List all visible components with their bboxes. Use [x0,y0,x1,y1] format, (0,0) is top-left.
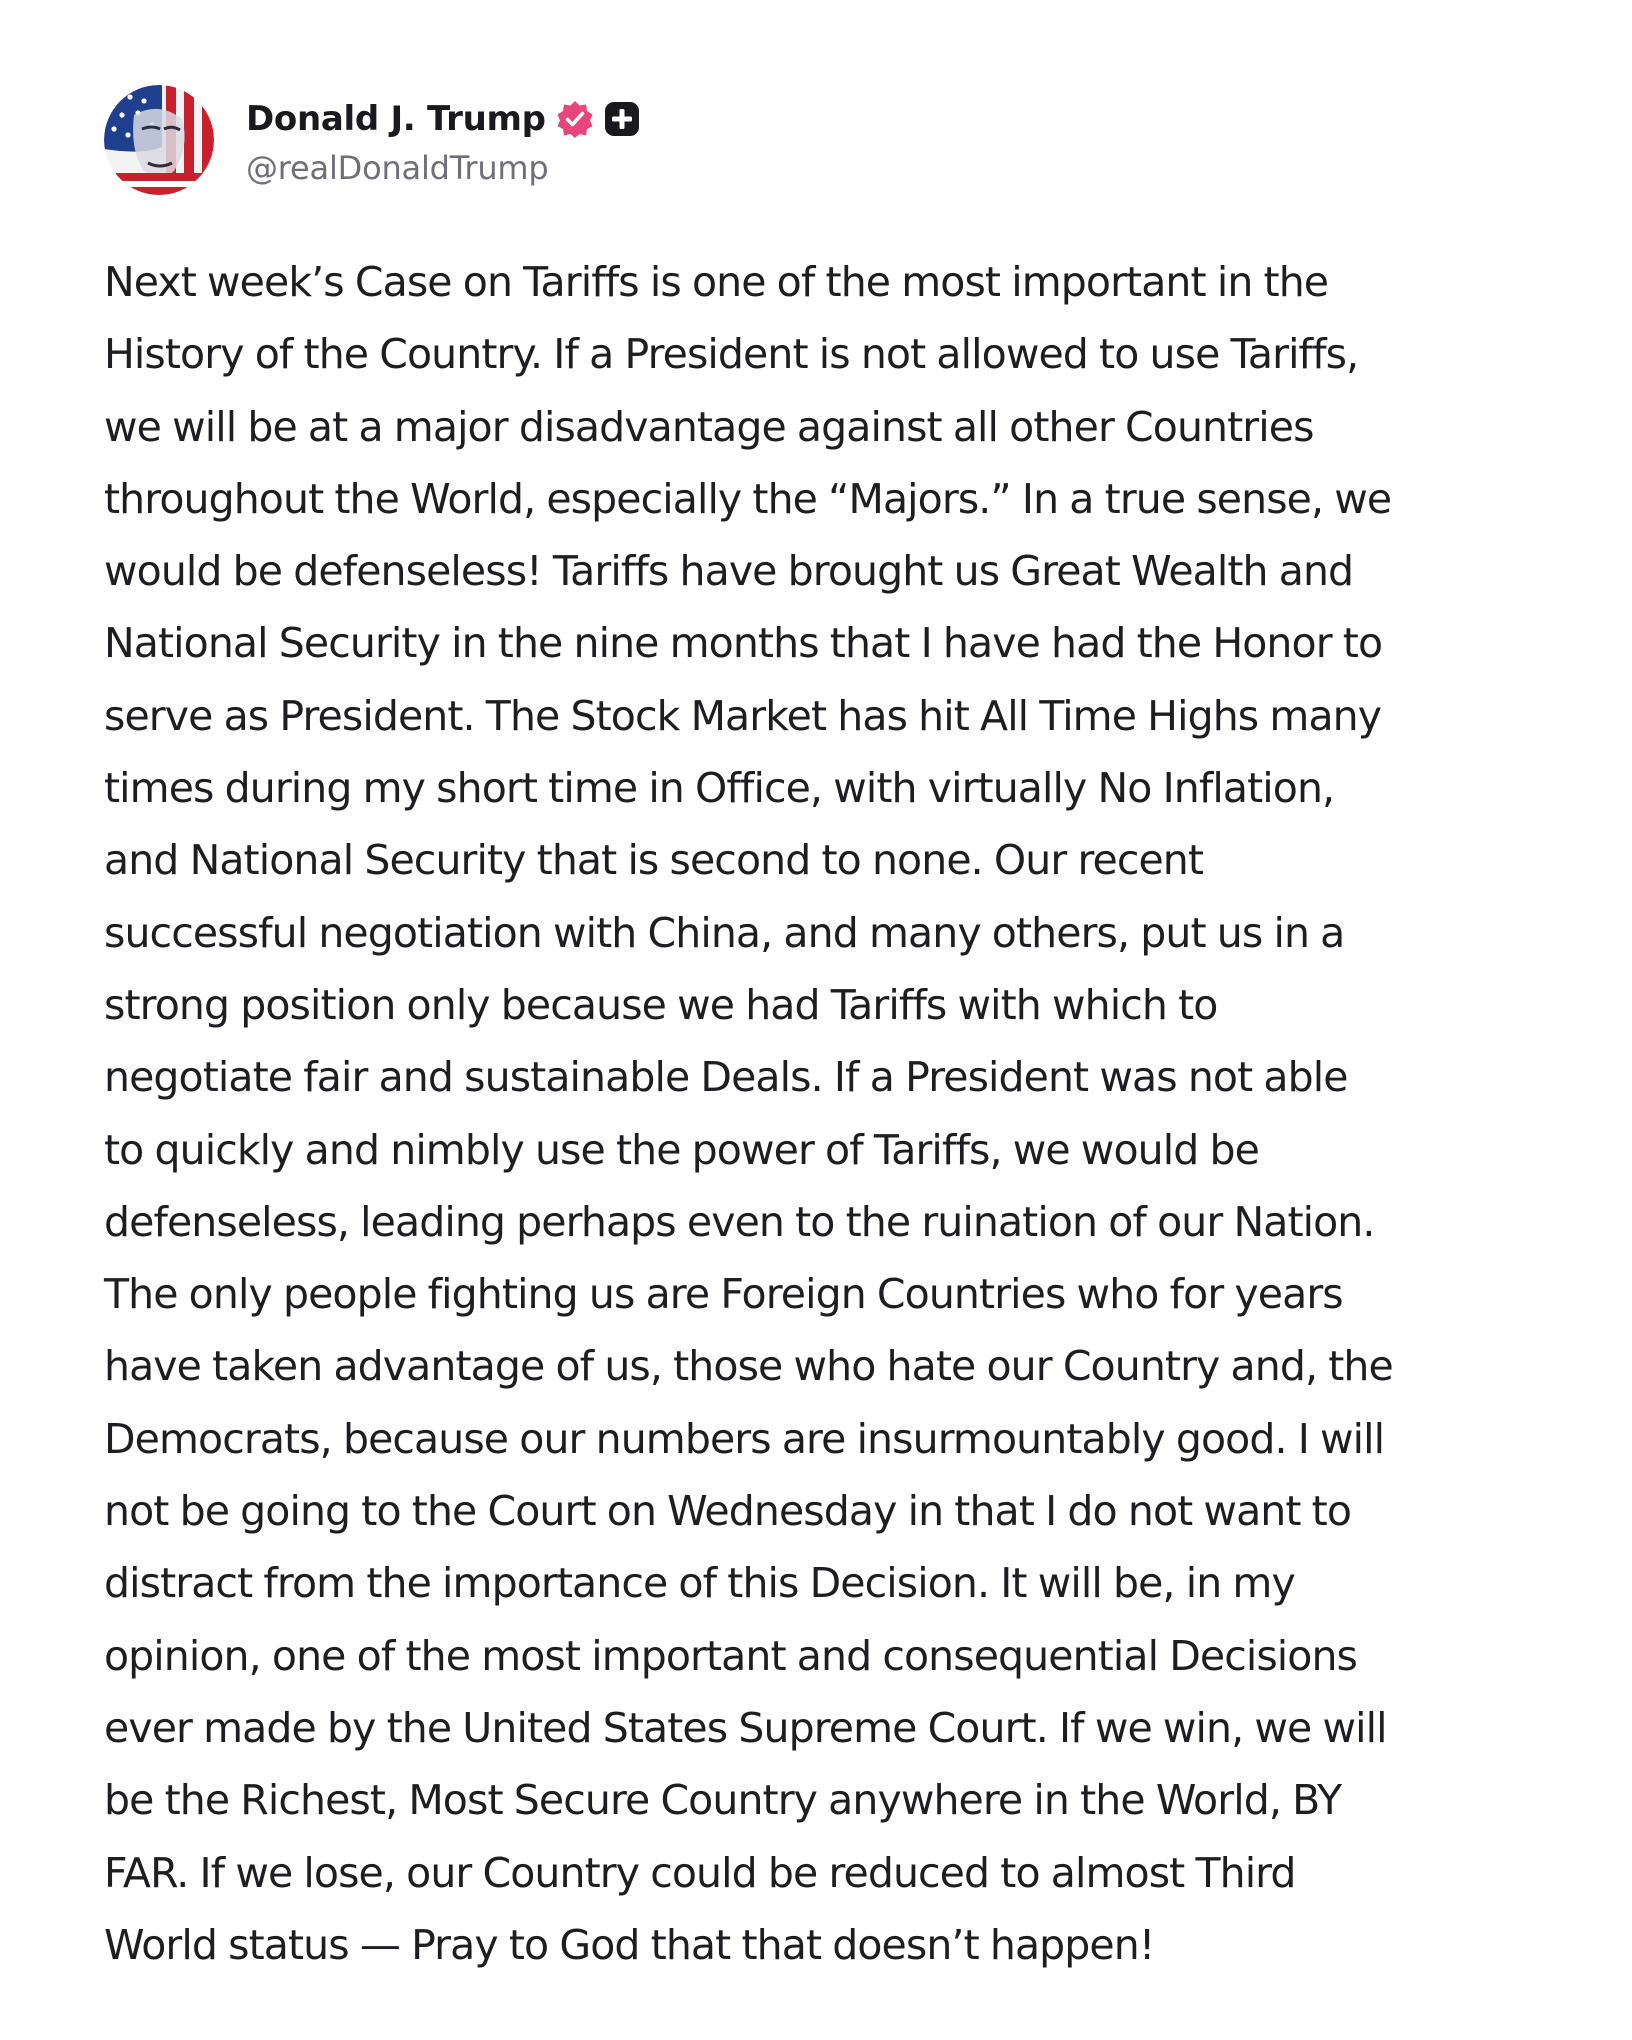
post-text-line: times during my short time in Office, with virtually No Inflation, [104,764,1335,813]
post-text-line: distract from the importance of this Decision. It will be, in my [104,1559,1295,1608]
post-text-line: have taken advantage of us, those who hate our Country and, the [104,1342,1393,1391]
post-text [104,246,1564,1981]
post-text-line: FAR. If we lose, our Country could be reduced to almost Third [104,1848,1296,1897]
post-text-line: History of the Country. If a President is not allowed to use Tariffs, [104,330,1359,379]
post-text-line: would be defenseless! Tariffs have brought us Great Wealth and [104,547,1354,596]
post-text-line: we will be at a major disadvantage against all other Countries [104,402,1314,451]
author-display-name[interactable]: Donald J. Trump [246,99,546,139]
plus-badge-icon [604,101,640,137]
author-identity [246,93,640,187]
post-text-line: to quickly and nimbly use the power of Tariffs, we would be [104,1125,1259,1174]
post-text-line: not be going to the Court on Wednesday in that I do not want to [104,1487,1352,1536]
post-text-line: serve as President. The Stock Market has hit All Time Highs many [104,691,1382,740]
author-handle[interactable]: @realDonaldTrump [246,149,549,187]
post-text-line: Democrats, because our numbers are insurmountably good. I will [104,1414,1385,1463]
verified-badge-icon [556,100,594,138]
post-text-line: be the Richest, Most Secure Country anywhere in the World, BY [104,1776,1342,1825]
flag-portrait-avatar[interactable] [104,85,214,195]
post-text-line: negotiate fair and sustainable Deals. If a President was not able [104,1053,1348,1102]
post-header [104,84,640,196]
post-text-line: opinion, one of the most important and consequential Decisions [104,1631,1358,1680]
post-text-line: National Security in the nine months that I have had the Honor to [104,619,1383,668]
post-text-line: ever made by the United States Supreme Court. If we win, we will [104,1703,1387,1752]
post-text-line: defenseless, leading perhaps even to the ruination of our Nation. [104,1197,1375,1246]
post-text-line: Next week’s Case on Tariffs is one of the most important in the [104,258,1329,306]
post-text-line: World status — Pray to God that that doesn’t happen! [104,1920,1155,1969]
post-text-line: successful negotiation with China, and many others, put us in a [104,908,1345,957]
post-text-line: throughout the World, especially the “Majors.” In a true sense, we [104,474,1392,523]
post-text-line: The only people fighting us are Foreign Countries who for years [104,1270,1343,1319]
name-row [246,93,640,145]
post-text-line: strong position only because we had Tariffs with which to [104,980,1218,1029]
post-text-line: and National Security that is second to none. Our recent [104,836,1204,885]
